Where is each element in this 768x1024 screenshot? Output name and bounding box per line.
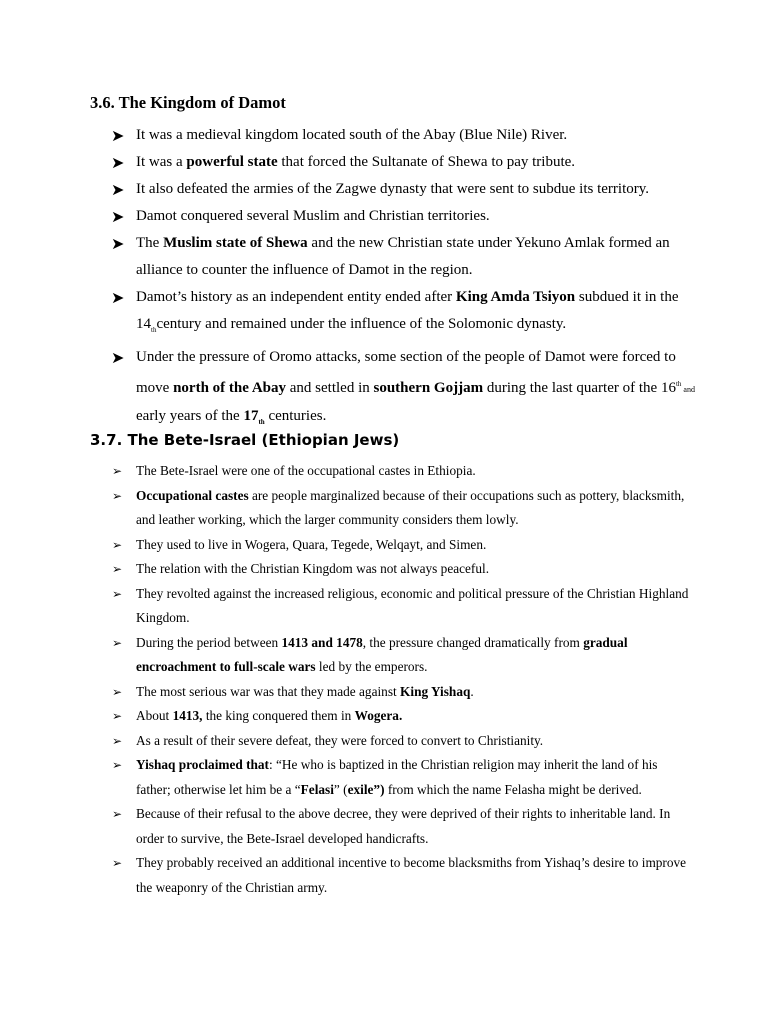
- arrowhead-bullet-icon: ➤: [111, 207, 125, 226]
- arrowhead-bullet-icon: ➤: [111, 348, 125, 367]
- list-item: ➢ The Bete-Israel were one of the occupational castes in Ethiopia.: [110, 459, 690, 484]
- arrowhead-bullet-icon: ➢: [112, 684, 123, 699]
- arrowhead-bullet-icon: ➤: [111, 288, 125, 307]
- list-item: ➢ During the period between 1413 and 1478, the pressure changed dramatically from gradual encroachment to full-scale wars led by the emperors.: [110, 631, 690, 680]
- bete-israel-bullet-list: [110, 459, 690, 900]
- list-item: ➢ They used to live in Wogera, Quara, Tegede, Welqayt, and Simen.: [110, 533, 690, 558]
- arrowhead-bullet-icon: ➤: [111, 126, 125, 145]
- list-item: ➤ Damot conquered several Muslim and Christian territories.: [110, 203, 700, 230]
- list-item: ➢ They probably received an additional incentive to become blacksmiths from Yishaq’s desire to improve the weaponry of the Christian army.: [110, 851, 690, 900]
- arrowhead-bullet-icon: ➤: [111, 153, 125, 172]
- arrowhead-bullet-icon: ➢: [112, 464, 123, 478]
- arrowhead-bullet-icon: ➢: [112, 807, 123, 821]
- arrowhead-bullet-icon: ➢: [112, 488, 123, 503]
- list-item: ➤ The Muslim state of Shewa and the new Christian state under Yekuno Amlak formed an alliance to counter the influence of Damot in the region.: [110, 230, 700, 284]
- arrowhead-bullet-icon: ➤: [111, 234, 125, 253]
- list-item: ➢ Because of their refusal to the above decree, they were deprived of their rights to inheritable land. In order to survive, the Bete-Israel developed handicrafts.: [110, 802, 690, 851]
- arrowhead-bullet-icon: ➢: [112, 758, 123, 772]
- list-item: ➢ About 1413, the king conquered them in Wogera.: [110, 704, 690, 729]
- arrowhead-bullet-icon: ➢: [112, 562, 123, 576]
- list-item: ➢ Yishaq proclaimed that: “He who is baptized in the Christian religion may inherit the land of his father; otherwise let him be a “Felasi” (exile”) from which the name Felasha might be derived.: [110, 753, 690, 802]
- section-heading-bete-israel: 3.7. The Bete-Israel (Ethiopian Jews): [90, 431, 400, 449]
- list-item: ➢ As a result of their severe defeat, they were forced to convert to Christianity.: [110, 729, 690, 754]
- arrowhead-bullet-icon: ➢: [112, 635, 123, 650]
- damot-bullet-list: [110, 122, 700, 436]
- section-heading-damot: 3.6. The Kingdom of Damot: [90, 93, 286, 112]
- list-item: ➢ Occupational castes are people marginalized because of their occupations such as pottery, blacksmith, and leather working, which the larger community considers them lowly.: [110, 484, 690, 533]
- list-item: ➢ The relation with the Christian Kingdom was not always peaceful.: [110, 557, 690, 582]
- list-item: ➤ It was a medieval kingdom located south of the Abay (Blue Nile) River.: [110, 122, 700, 149]
- arrowhead-bullet-icon: ➢: [112, 537, 123, 552]
- arrowhead-bullet-icon: ➢: [112, 733, 123, 748]
- list-item: ➢ They revolted against the increased religious, economic and political pressure of the Christian Highland Kingdom.: [110, 582, 690, 631]
- list-item: ➤ It was a powerful state that forced the Sultanate of Shewa to pay tribute.: [110, 149, 700, 176]
- arrowhead-bullet-icon: ➤: [111, 180, 125, 199]
- arrowhead-bullet-icon: ➢: [112, 586, 123, 601]
- list-item: ➤ Under the pressure of Oromo attacks, some section of the people of Damot were forced to move north of the Abay and settled in southern Gojjam during the last quarter of the 16th and early years of the $17_{th}$ centuries.: [110, 344, 700, 436]
- list-item: ➤ It also defeated the armies of the Zagwe dynasty that were sent to subdue its territory.: [110, 176, 700, 203]
- arrowhead-bullet-icon: ➢: [112, 709, 123, 723]
- arrowhead-bullet-icon: ➢: [112, 856, 123, 870]
- list-item: ➤ Damot’s history as an independent entity ended after King Amda Tsiyon subdued it in the $14_{th}century$ and remained under the influence of the Solomonic dynasty.: [110, 284, 700, 344]
- list-item: ➢ The most serious war was that they made against King Yishaq.: [110, 680, 690, 705]
